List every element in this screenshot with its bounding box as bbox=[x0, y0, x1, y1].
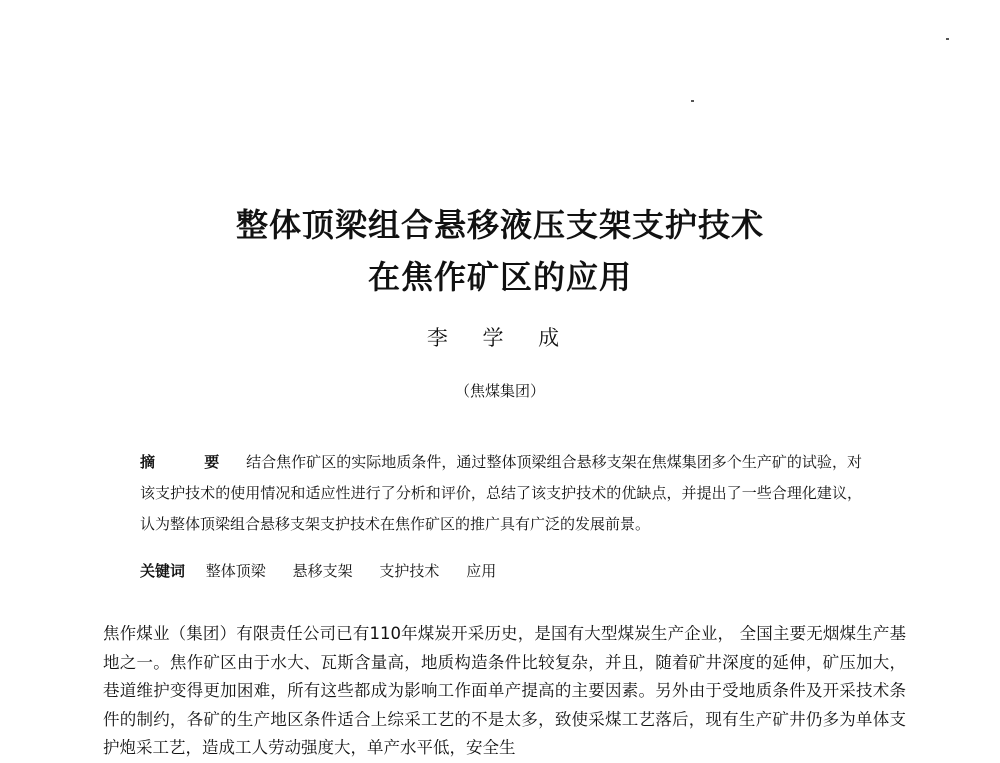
keywords bbox=[140, 560, 862, 581]
keyword: 悬移支架 bbox=[292, 562, 353, 580]
keywords-label: 关键词 bbox=[140, 562, 186, 580]
keyword: 应用 bbox=[466, 562, 497, 580]
author-name: 李 学 成 bbox=[426, 326, 574, 350]
title-line-2: 在焦作矿区的应用 bbox=[367, 258, 632, 296]
keyword: 支护技术 bbox=[379, 562, 440, 580]
scan-speck bbox=[946, 38, 949, 40]
title-line-1: 整体顶梁组合悬移液压支架支护技术 bbox=[235, 206, 764, 244]
author-affiliation: （焦煤集团） bbox=[454, 382, 545, 400]
abstract-label: 摘 要 bbox=[140, 453, 242, 471]
keyword: 整体顶梁 bbox=[205, 562, 266, 580]
abstract bbox=[140, 447, 862, 540]
abstract-text: 结合焦作矿区的实际地质条件，通过整体顶梁组合悬移支架在焦煤集团多个生产矿的试验，对该支护技术的使用情况和适应性进行了分析和评价，总结了该支护技术的优缺点，并提出了一些合理化建议，认为整体顶梁组合悬移支架支护技术在焦作矿区的推广具有广泛的发展前景。 bbox=[140, 453, 862, 533]
body-paragraph: 焦作煤业（集团）有限责任公司已有110年煤炭开采历史，是国有大型煤炭生产企业， 全国主要无烟煤生产基地之一。焦作矿区由于水大、瓦斯含量高，地质构造条件比较复杂，并且，随着矿井深度的延伸，矿压加大，巷道维护变得更加困难，所有这些都成为影响工作面单产提高的主要因素。另外由于受地质条件及开采技术条件的制约，各矿的生产地区条件适合上综采工艺的不是太多，致使采煤工艺落后，现有生产矿井仍多为单体支护炮采工艺，造成工人劳动强度大，单产水平低，安全生 bbox=[103, 624, 906, 757]
scan-speck bbox=[691, 100, 694, 102]
